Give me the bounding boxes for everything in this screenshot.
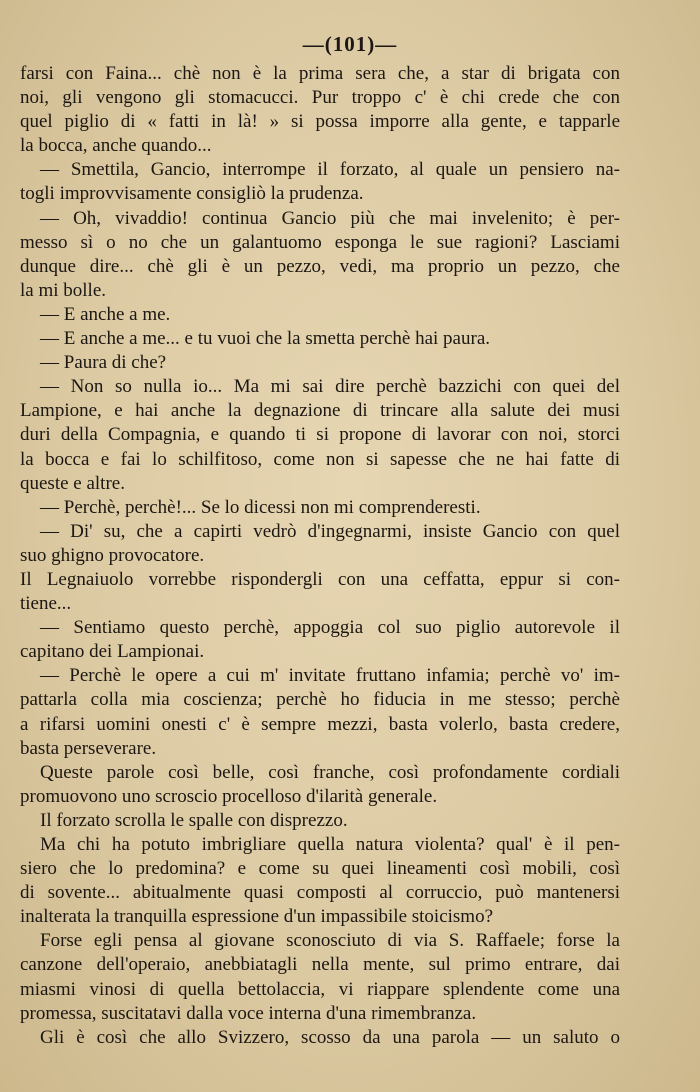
text-line: Ma chi ha potuto imbrigliare quella natura violenta? qual' è il pen- <box>40 834 620 855</box>
text-line: farsi con Faina... chè non è la prima sera che, a star di brigata con <box>20 63 620 84</box>
text-line: — E anche a me. <box>40 303 171 325</box>
text-line: Forse egli pensa al giovane sconosciuto di via S. Raffaele; forse la <box>40 930 620 952</box>
page-number: —(101)— <box>302 32 398 56</box>
text-line: suo ghigno provocatore. <box>20 544 205 566</box>
text-line: — Perchè le opere a cui m' invitate fruttano infamia; perchè vo' im- <box>40 665 620 687</box>
text-line: queste e altre. <box>20 472 125 494</box>
text-line: basta perseverare. <box>20 737 157 759</box>
text-line: la bocca e fai lo schilfitoso, come non si sapesse che ne hai fatte di <box>20 448 620 470</box>
text-line: — Oh, vivaddio! continua Gancio più che mai invelenito; è per- <box>40 207 620 229</box>
text-line: noi, gli vengono gli stomacucci. Pur troppo c' è chi crede che con <box>20 87 620 109</box>
text-line: tiene... <box>20 593 72 615</box>
text-line: — Non so nulla io... Ma mi sai dire perchè bazzichi con quei del <box>40 376 620 398</box>
text-line: inalterata la tranquilla espressione d'un impassibile stoicismo? <box>20 906 494 928</box>
text-line: dunque dire... chè gli è un pezzo, vedi, ma proprio un pezzo, che <box>20 255 620 277</box>
text-line: capitano dei Lampionai. <box>20 641 205 663</box>
text-line: — E anche a me... e tu vuoi che la smetta perchè hai paura. <box>40 328 490 350</box>
text-line: — Smettila, Gancio, interrompe il forzato, al quale un pensiero na- <box>40 159 620 181</box>
text-line: la mi bolle. <box>20 279 107 301</box>
text-line: canzone dell'operaio, anebbiatagli nella mente, sul primo entrare, dai <box>20 954 620 976</box>
text-line: Il forzato scrolla le spalle con disprezzo. <box>40 809 348 831</box>
text-line: — Di' su, che a capirti vedrò d'ingegnarmi, insiste Gancio con quel <box>40 520 620 542</box>
text-line: la bocca, anche quando... <box>20 135 212 157</box>
text-line: quel piglio di « fatti in là! » si possa imporre alla gente, e tapparle <box>20 111 620 133</box>
text-line: Queste parole così belle, così franche, così profondamente cordiali <box>40 761 620 783</box>
text-line: promessa, suscitatavi dalla voce interna d'una rimembranza. <box>20 1002 477 1024</box>
text-line: — Perchè, perchè!... Se lo dicessi non mi comprenderesti. <box>40 496 481 518</box>
text-line: — Sentiamo questo perchè, appoggia col suo piglio autorevole il <box>40 617 620 639</box>
text-line: Il Legnaiuolo vorrebbe rispondergli con una ceffatta, eppur si con- <box>20 568 620 590</box>
text-line: di sovente... abitualmente quasi composti al corruccio, può mantenersi <box>20 882 620 904</box>
text-line: togli improvvisamente consigliò la prudenza. <box>20 183 364 205</box>
text-line: — Paura di che? <box>40 352 167 374</box>
text-line: Gli è così che allo Svizzero, scosso da una parola — un saluto o <box>40 1026 620 1048</box>
text-line: pattarla colla mia coscienza; perchè ho fiducia in me stesso; perchè <box>20 689 620 711</box>
text-line: a rifarsi uomini onesti c' è sempre mezzi, basta volerlo, basta credere, <box>20 713 620 735</box>
text-line: miasmi vinosi di quella bettolaccia, vi riappare splendente come una <box>20 978 620 1000</box>
text-line: duri della Compagnia, e quando ti si propone di lavorar con noi, storci <box>20 424 620 446</box>
text-line: Lampione, e hai anche la degnazione di trincare alla salute dei musi <box>20 400 620 422</box>
body-text <box>20 62 620 1050</box>
text-line: promuovono uno scroscio procelloso d'ilarità generale. <box>20 785 438 807</box>
text-line: siero che lo predomina? e come su quei lineamenti così mobili, così <box>20 858 620 880</box>
text-line: messo sì o no che un galantuomo esponga le sue ragioni? Lasciami <box>20 231 620 253</box>
